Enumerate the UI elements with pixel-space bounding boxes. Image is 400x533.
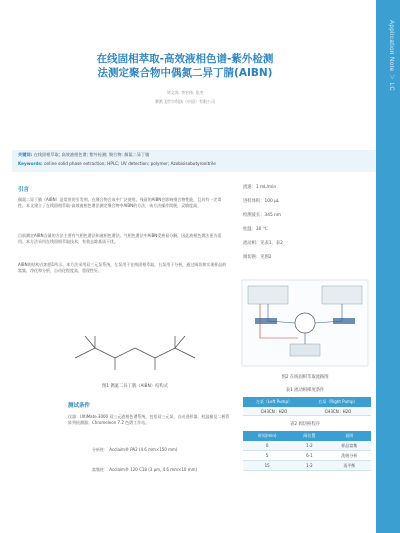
intro-p2: 目前测定AIBN含量的方法主要有气相色谱法和液相色谱法。气相色谱法中AIBN受热易分解，因此液相色谱法更为适用。本方法采用在线固相萃取技术，有效去除基质干扰。 — [18, 233, 222, 245]
table-cell: 6-1 — [291, 451, 327, 461]
condition-item: 流速：1 mL/min — [243, 185, 277, 190]
keywords-cn — [18, 152, 378, 158]
table-1-title: 表1 流动相梯度条件 — [285, 388, 325, 393]
column-1-value: Acclaim® PA2 (4.6 mm×150 mm) — [109, 447, 178, 452]
table-1 — [243, 397, 371, 416]
table-cell: CH3CN : H2O — [305, 407, 371, 416]
column-1 — [92, 447, 230, 453]
column-2-value: Acclaim® 120 C18 (3 μm, 4.6 mm×10 mm) — [109, 467, 198, 472]
table-1-header: 左泵（Left Pump） — [243, 397, 305, 407]
condition-item: 检测波长：345 nm — [243, 213, 281, 218]
keywords-cn-text: 在线固相萃取; 高效液相色谱; 紫外检测; 聚合物; 偶氮二异丁腈 — [33, 152, 150, 157]
keywords-cn-label: 关键词: — [18, 152, 33, 157]
column-2 — [92, 467, 230, 473]
table-2-header: 时间(min) — [243, 431, 291, 441]
table-cell: 1-2 — [291, 441, 327, 451]
table-cell: 15 — [243, 461, 291, 471]
keywords-en-text: online solid phase extraction; HPLC; UV detection; polymer; Azobisisobutyronitrile — [44, 161, 216, 166]
table-cell: CH3CN : H2O — [243, 407, 305, 416]
table-1-header: 右泵（Right Pump） — [305, 397, 371, 407]
table-cell: 1-2 — [291, 461, 327, 471]
figure-1-caption: 图1 偶氮二异丁腈（AIBN）结构式 — [101, 384, 169, 389]
methods-title: 测试条件 — [68, 403, 91, 409]
column-1-label: 分析柱： — [92, 447, 108, 452]
condition-item: 流动相：见表1、表2 — [243, 241, 283, 246]
intro-p3: AIBN的结构式如图1所示。本方法采用双三元泵系统，左泵用于在线固相萃取，右泵用于分析，通过阀切换实现样品的富集、净化和分析，自动化程度高，重现性好。 — [18, 262, 227, 274]
condition-item: 阀切换：见图2 — [243, 255, 272, 260]
column-2-label: 富集柱： — [92, 467, 108, 472]
table-cell: 再平衡 — [328, 461, 371, 471]
intro-title: 引言 — [18, 187, 30, 193]
table-cell: 洗脱分析 — [328, 451, 371, 461]
condition-item: 进样体积：100 μL — [243, 199, 280, 204]
table-2-title: 表2 阀切换程序 — [290, 422, 320, 427]
title-line-2: 法测定聚合物中偶氮二异丁腈(AIBN) — [97, 67, 273, 79]
side-band — [376, 0, 400, 533]
keywords-en — [18, 161, 378, 167]
authors: 刘文涛, 李宏伟, 张杰 — [166, 90, 204, 95]
table-cell: 0 — [243, 441, 291, 451]
table-row — [243, 451, 371, 461]
affiliation: 赛默飞世尔科技（中国）有限公司 — [155, 99, 215, 104]
title-line-1: 在线固相萃取-高效液相色谱-紫外检测 — [96, 53, 274, 65]
side-label: Application Note ＞ LC — [388, 20, 394, 92]
table-row — [243, 461, 371, 471]
table-2-header: 阀位置 — [291, 431, 327, 441]
table-cell: 5 — [243, 451, 291, 461]
table-cell: 样品富集 — [328, 441, 371, 451]
page-title — [60, 52, 310, 80]
intro-p1: 偶氮二异丁腈（AIBN）是常用的引发剂，在聚合物合成中广泛使用。残留的AIBN会影响聚合物性能，且具有一定毒性。本文建立了在线固相萃取-高效液相色谱法测定聚合物中AIBN的方法，该方法操作简便，灵敏度高。 — [18, 197, 222, 209]
aibn-structure-figure — [70, 330, 200, 375]
figure-2-caption: 图2 在线固相萃取流路图 — [281, 375, 329, 380]
table-2-header: 说明 — [328, 431, 371, 441]
keywords-en-label: Keywords: — [18, 161, 43, 166]
table-row — [243, 441, 371, 451]
table-2 — [243, 431, 371, 471]
table-row — [243, 407, 371, 416]
methods-p1: 仪器：UltiMate 3000 双三元液相色谱系统，包括双三元泵、自动进样器、柱温箱及二极管阵列检测器；Chromeleon 7.2 色谱工作站。 — [68, 414, 230, 426]
flow-path-diagram — [240, 278, 370, 368]
condition-item: 柱温：30 ℃ — [243, 227, 268, 232]
